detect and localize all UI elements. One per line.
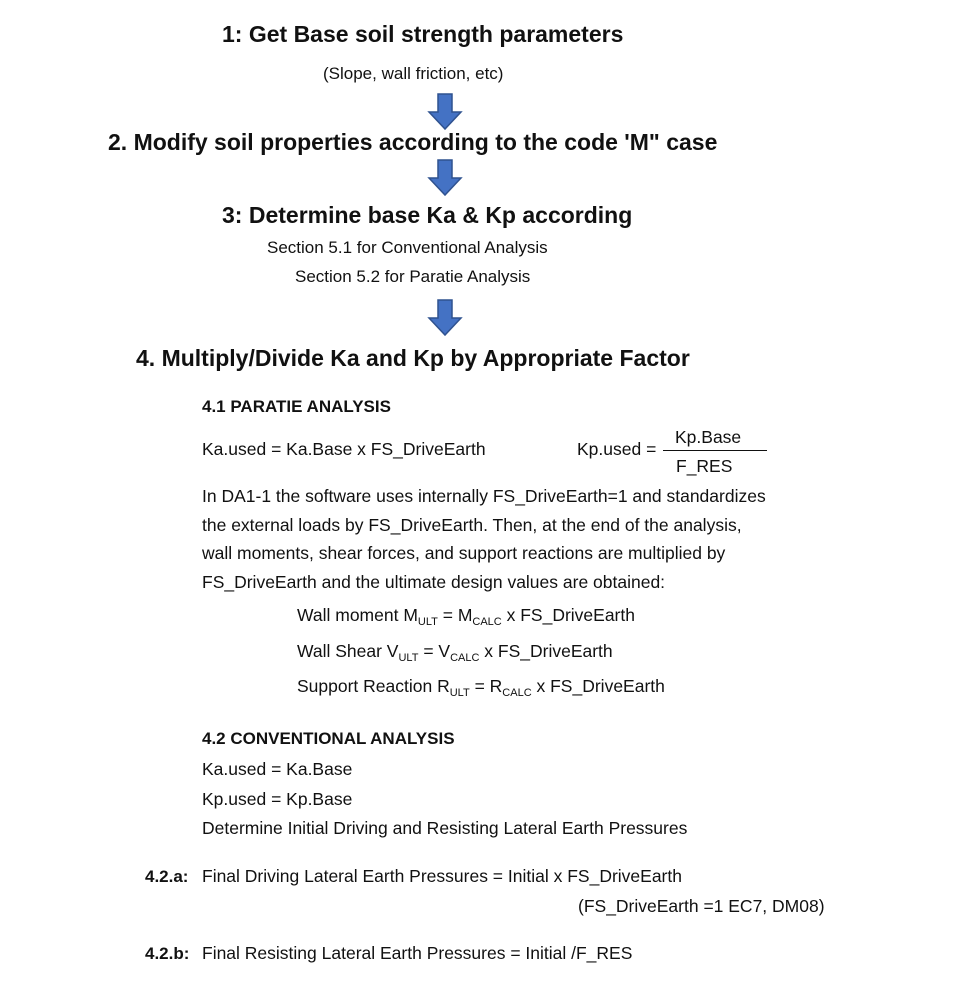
step3-line1: Section 5.1 for Conventional Analysis bbox=[267, 238, 548, 257]
paragraph-line: In DA1-1 the software uses internally FS_DriveEarth=1 and standardizes bbox=[202, 486, 766, 506]
paragraph-line: wall moments, shear forces, and support reactions are multiplied by bbox=[202, 543, 726, 563]
case-a-label: 4.2.a: bbox=[145, 867, 189, 886]
conventional-heading: 4.2 CONVENTIONAL ANALYSIS bbox=[202, 729, 455, 748]
paratie-heading: 4.1 PARATIE ANALYSIS bbox=[202, 397, 391, 416]
case-a-text: Final Driving Lateral Earth Pressures = Initial x FS_DriveEarth bbox=[202, 866, 682, 886]
conventional-ka-line: Ka.used = Ka.Base bbox=[202, 759, 353, 779]
arrow-down-icon bbox=[425, 298, 465, 338]
support-reaction-equation: Support Reaction $R_{ULT} = R_{CALC}$ x FS_DriveEarth bbox=[297, 676, 665, 699]
case-a-note: (FS_DriveEarth =1 EC7, DM08) bbox=[578, 896, 825, 916]
kp-numerator: Kp.Base bbox=[675, 427, 742, 447]
kp-denominator: F_RES bbox=[676, 456, 733, 476]
wall-shear-equation: Wall Shear $V_{ULT} = V_{CALC}$ x FS_DriveEarth bbox=[297, 641, 613, 664]
arrow-down-icon bbox=[425, 158, 465, 198]
paragraph-line: FS_DriveEarth and the ultimate design values are obtained: bbox=[202, 572, 666, 592]
wall-moment-equation: Wall moment $M_{ULT} = M_{CALC}$ x FS_DriveEarth bbox=[297, 605, 635, 628]
step3-line2: Section 5.2 for Paratie Analysis bbox=[295, 267, 531, 286]
case-b-label: 4.2.b: bbox=[145, 944, 190, 963]
step1-note: (Slope, wall friction, etc) bbox=[323, 64, 504, 83]
fraction-bar bbox=[663, 450, 767, 451]
arrow-down-icon bbox=[425, 92, 465, 132]
step3-title: 3: Determine base Ka & Kp according bbox=[222, 202, 633, 228]
ka-used-formula: Ka.used = Ka.Base x FS_DriveEarth bbox=[202, 439, 486, 459]
step2-title: 2. Modify soil properties according to the code 'M" case bbox=[108, 129, 718, 155]
step4-title: 4. Multiply/Divide Ka and Kp by Appropriate Factor bbox=[136, 345, 690, 371]
conventional-kp-line: Kp.used = Kp.Base bbox=[202, 789, 353, 809]
kp-used-label: Kp.used = bbox=[577, 439, 657, 459]
paragraph-line: the external loads by FS_DriveEarth. Then, at the end of the analysis, bbox=[202, 515, 742, 535]
case-b-text: Final Resisting Lateral Earth Pressures = Initial /F_RES bbox=[202, 943, 633, 963]
step1-title: 1: Get Base soil strength parameters bbox=[222, 21, 624, 47]
conventional-determine-line: Determine Initial Driving and Resisting Lateral Earth Pressures bbox=[202, 818, 688, 838]
